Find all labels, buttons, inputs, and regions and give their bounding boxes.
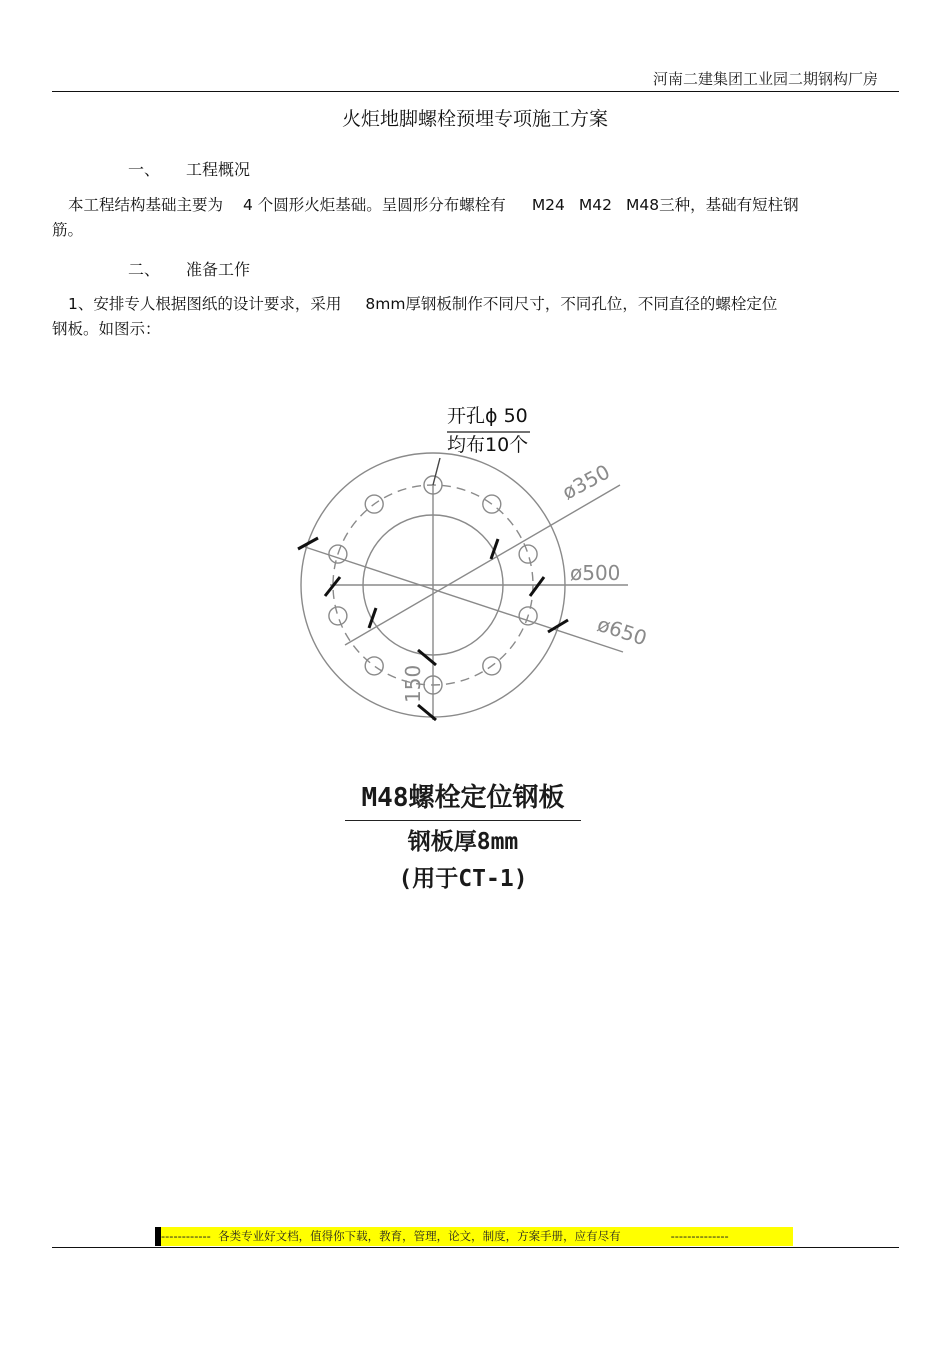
- section-heading-overview: [128, 157, 250, 180]
- header-text: 河南二建集团工业园二期钢构厂房: [652, 70, 878, 88]
- para1-text-1: 本工程结构基础主要为: [68, 196, 224, 214]
- paragraph-preparation: [52, 292, 898, 342]
- caption-title: M48螺栓定位钢板: [361, 783, 565, 813]
- header-divider: [52, 91, 899, 92]
- paragraph-overview: [52, 193, 898, 243]
- section-label: 工程概况: [186, 160, 251, 179]
- drawing-caption: [345, 778, 581, 897]
- section-heading-preparation: [128, 257, 250, 280]
- para2-text-2: 8mm厚钢板制作不同尺寸，不同孔位，不同直径的螺栓定位: [365, 295, 778, 313]
- para2-text-1: 1、安排专人根据图纸的设计要求，采用: [68, 295, 342, 313]
- dim-label-500: ø500: [570, 561, 621, 585]
- caption-thickness: 钢板厚8mm: [407, 829, 519, 855]
- section-number: 二、: [128, 260, 161, 279]
- document-title: 火炬地脚螺栓预埋专项施工方案: [341, 108, 608, 130]
- para1-text-3: M24: [531, 196, 565, 214]
- hole-note-line1: 开孔ϕ 50: [447, 405, 528, 427]
- caption-usage: (用于CT-1): [398, 866, 528, 892]
- hole-note-line2: 均布10个: [447, 434, 529, 456]
- bolt-hole: [329, 607, 347, 625]
- para1-text-2: 4 个圆形火炬基础。呈圆形分布螺栓有: [243, 196, 506, 214]
- bolt-hole: [365, 657, 383, 675]
- section-label: 准备工作: [186, 260, 251, 279]
- dim-label-650: ø650: [594, 611, 650, 651]
- footer-text: 各类专业好文档，值得你下载，教育，管理，论文，制度，方案手册，应有尽有: [218, 1229, 621, 1243]
- section-number: 一、: [128, 160, 161, 179]
- hole-note-leader: [433, 458, 440, 485]
- para1-text-5: M48三种，基础有短柱钢: [626, 196, 799, 214]
- dim-label-350: ø350: [558, 459, 614, 505]
- bolt-plate-drawing: [290, 395, 670, 730]
- dim-label-150: 150: [401, 664, 425, 703]
- para1-text-line2: 筋。: [52, 221, 84, 239]
- para2-text-line2: 钢板。如图示：: [52, 320, 161, 338]
- bolt-hole: [519, 545, 537, 563]
- footer-dashes-left: ------------: [161, 1229, 211, 1243]
- caption-divider: [345, 820, 581, 821]
- para1-text-4: M42: [578, 196, 613, 214]
- footer-dashes-right: --------------: [670, 1229, 729, 1243]
- footer-divider: [52, 1247, 899, 1248]
- footer-banner: [155, 1227, 793, 1246]
- dim-tick: [530, 577, 544, 596]
